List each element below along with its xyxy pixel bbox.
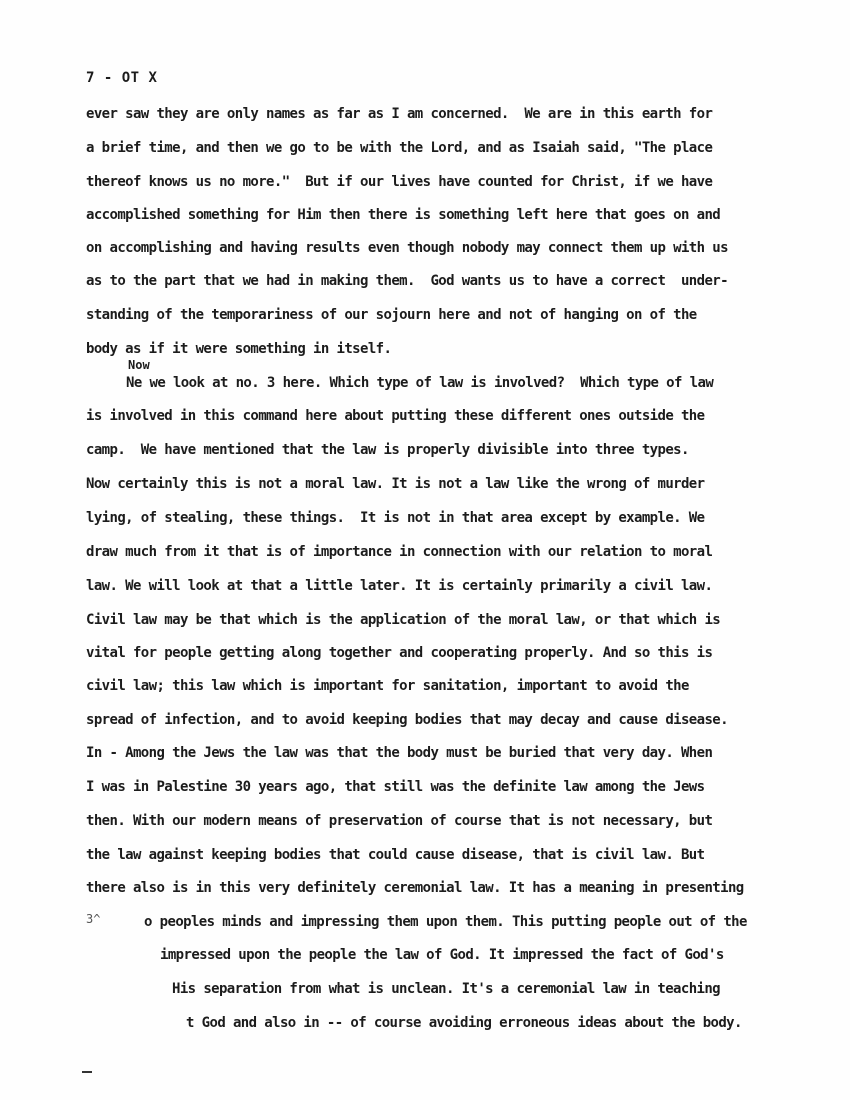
- text-line: I was in Palestine 30 years ago, that still was the definite law among the Jews: [86, 779, 705, 795]
- handwritten-insert: Now: [128, 358, 150, 372]
- text-line: draw much from it that is of importance in connection with our relation to moral: [86, 544, 713, 560]
- text-line: impressed upon the people the law of God. It impressed the fact of God's: [160, 947, 724, 963]
- text-line: standing of the temporariness of our sojourn here and not of hanging on of the: [86, 307, 697, 323]
- stray-mark: [82, 1071, 92, 1073]
- text-line: lying, of stealing, these things. It is not in that area except by example. We: [86, 510, 705, 526]
- text-line: In - Among the Jews the law was that the body must be buried that very day. When: [86, 745, 713, 761]
- text-line: Civil law may be that which is the application of the moral law, or that which is: [86, 612, 721, 628]
- text-line: spread of infection, and to avoid keeping bodies that may decay and cause disease.: [86, 712, 728, 728]
- text-line: o peoples minds and impressing them upon them. This putting people out of the: [144, 914, 747, 930]
- text-line: Now certainly this is not a moral law. It is not a law like the wrong of murder: [86, 476, 705, 492]
- text-line: there also is in this very definitely ceremonial law. It has a meaning in presenting: [86, 880, 744, 896]
- margin-mark: 3^: [86, 912, 101, 926]
- page-header: 7 - OT X: [86, 70, 158, 86]
- text-line: thereof knows us no more." But if our lives have counted for Christ, if we have: [86, 174, 713, 190]
- text-line: ever saw they are only names as far as I am concerned. We are in this earth for: [86, 106, 713, 122]
- text-line: law. We will look at that a little later. It is certainly primarily a civil law.: [86, 578, 713, 594]
- text-line: then. With our modern means of preservation of course that is not necessary, but: [86, 813, 713, 829]
- text-line: His separation from what is unclean. It's a ceremonial law in teaching: [172, 981, 721, 997]
- text-line: civil law; this law which is important for sanitation, important to avoid the: [86, 678, 689, 694]
- text-line: vital for people getting along together and cooperating properly. And so this is: [86, 645, 713, 661]
- text-line: body as if it were something in itself.: [86, 341, 392, 357]
- text-line: the law against keeping bodies that could cause disease, that is civil law. But: [86, 847, 705, 863]
- text-line: on accomplishing and having results even though nobody may connect them up with us: [86, 240, 728, 256]
- text-line: t God and also in -- of course avoiding erroneous ideas about the body.: [186, 1015, 742, 1031]
- text-line: camp. We have mentioned that the law is properly divisible into three types.: [86, 442, 689, 458]
- text-line: accomplished something for Him then there is something left here that goes on and: [86, 207, 721, 223]
- text-line: as to the part that we had in making them. God wants us to have a correct under-: [86, 273, 728, 289]
- text-line: is involved in this command here about putting these different ones outside the: [86, 408, 705, 424]
- text-line: a brief time, and then we go to be with the Lord, and as Isaiah said, "The place: [86, 140, 713, 156]
- text-line: Ne we look at no. 3 here. Which type of law is involved? Which type of law: [126, 375, 714, 391]
